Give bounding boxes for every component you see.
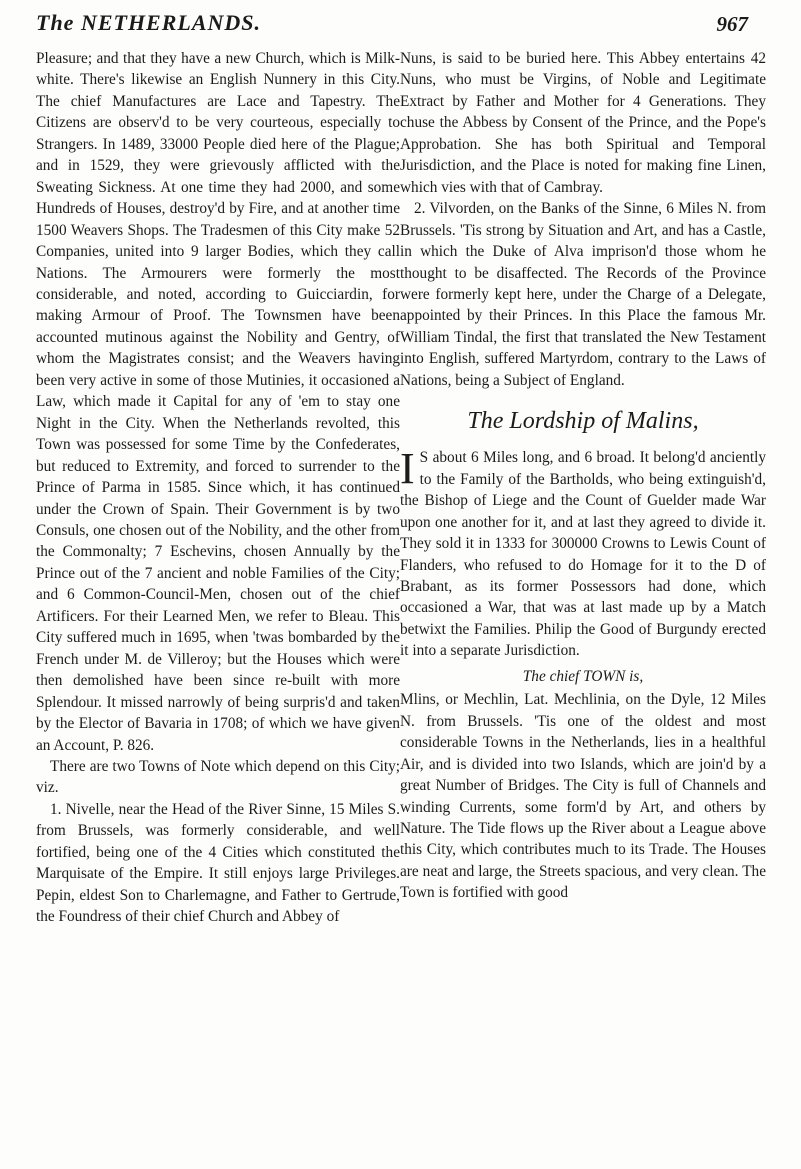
section-title: The Lordship of Malins, [467,408,699,435]
page-header [36,10,748,42]
paragraph: There are two Towns of Note which depend on this City; viz. [36,757,400,797]
page-number: 967 [716,12,748,36]
town-paragraph: Mlins, or Mechlin, Lat. Mechlinia, on the Dyle, 12 Miles N. from Brussels. 'Tis one of the oldest and most considerable Towns in the Netherlands, lies in a healthful Air, and is divided into two Islands, which are join'd by a great Number of Bridges. The City is full of Channels and winding Currents, some form'd by Art, and others by Nature. The Tide flows up the River about a League above this City, which contributes much to its Trade. The Houses are neat and large, the Streets spacious, and very clean. The Town is fortified with good [400,691,766,902]
left-column [36,48,400,928]
paragraph: Pleasure; and that they have a new Church, which is Milk-white. There's likewise an English Nunnery in this City. The chief Manufactures are Lace and Tapestry. The Citizens are observ'd to be very courteous, especially to Strangers. In 1489, 33000 People died here of the Plague; and in 1529, they were grievously afflicted with the Sweating Sickness. At one time they had 2000, and some Hundreds of Houses, destroy'd by Fire, and at another time 1500 Weavers Shops. The Tradesmen of this City make 52 Companies, united into 9 larger Bodies, which they call Nations. The Armourers were formerly the most considerable, and noted, according to Guicciardin, for making Armour of Proof. The Townsmen have been accounted mutinous against the Nobility and Gentry, of whom the Magistrates consist; and the Weavers having been very active in some of those Mutinies, it occasioned a Law, which made it Capital for any of 'em to stay one Night in the City. When the Netherlands revolted, this Town was possessed for some Time by the Confederates, but reduced to Extremity, and forced to surrender to the Prince of Parma in 1585. Since which, it has continued under the Crown of Spain. Their Government is by two Consuls, one chosen out of the Nobility, and the other from the Commonalty; 7 Eschevins, chosen Annually by the Prince out of the 7 ancient and noble Families of the City; and 6 Common-Council-Men, chosen out of the chief Artificers. For their Learned Men, we refer to Bleau. This City suffered much in 1695, when 'twas bombarded by the French under M. de Villeroy; but the Houses which were then demolished have been since re-built with more Splendour. It missed narrowly of being surpris'd and taken by the Elector of Bavaria in 1708; of which we have given an Account, P. 826. [36,50,400,754]
drop-cap: I [400,444,415,494]
running-head: The NETHERLANDS. [36,10,262,35]
paragraph-text: S about 6 Miles long, and 6 broad. It belong'd anciently to the Family of the Bartholds, who being extinguish'd, the Bishop of Liege and the Count of Guelder made War upon one another for it, and at last they agreed to divide it. They sold it in 1333 for 300000 Crowns to Lewis Count of Flanders, who refused to do Homage for it to the D of Brabant, as its former Possessors had done, which occasioned a War, that was at last made up by a Match betwixt the Families. Philip the Good of Burgundy erected it into a separate Jurisdiction. [400,449,766,660]
paragraph: 1. Nivelle, near the Head of the River Sinne, 15 Miles S. from Brussels, was formerly considerable, and well fortified, being one of the 4 Cities which constituted the Marquisate of the Empire. It still enjoys large Privileges. Pepin, eldest Son to Charlemagne, and Father to Gertrude, the Foundress of their chief Church and Abbey of [36,800,400,926]
paragraph: Nuns, is said to be buried here. This Abbey entertains 42 Nuns, who must be Virgins, of Noble and Legitimate Extract by Father and Mother for 4 Generations. They chuse the Abbess by Consent of the Prince, and the Pope's Approbation. She has both Spiritual and Temporal Jurisdiction, and the Place is noted for making fine Linen, which vies with that of Cambray. [400,50,766,196]
paragraph: 2. Vilvorden, on the Banks of the Sinne, 6 Miles N. from Brussels. 'Tis strong by Situation and Art, and has a Castle, in which the Duke of Alva imprison'd those whom he thought to be disaffected. The Records of the Province were formerly kept here, under the Charge of a Delegate, appointed by their Princes. In this Place the famous Mr. William Tindal, the first that translated the New Testament into English, suffered Martyrdom, contrary to the Laws of Nations, being a Subject of England. [400,200,766,389]
lordship-paragraph [400,444,766,662]
town-title: The chief TOWN is, [522,667,644,685]
right-column [400,48,766,904]
